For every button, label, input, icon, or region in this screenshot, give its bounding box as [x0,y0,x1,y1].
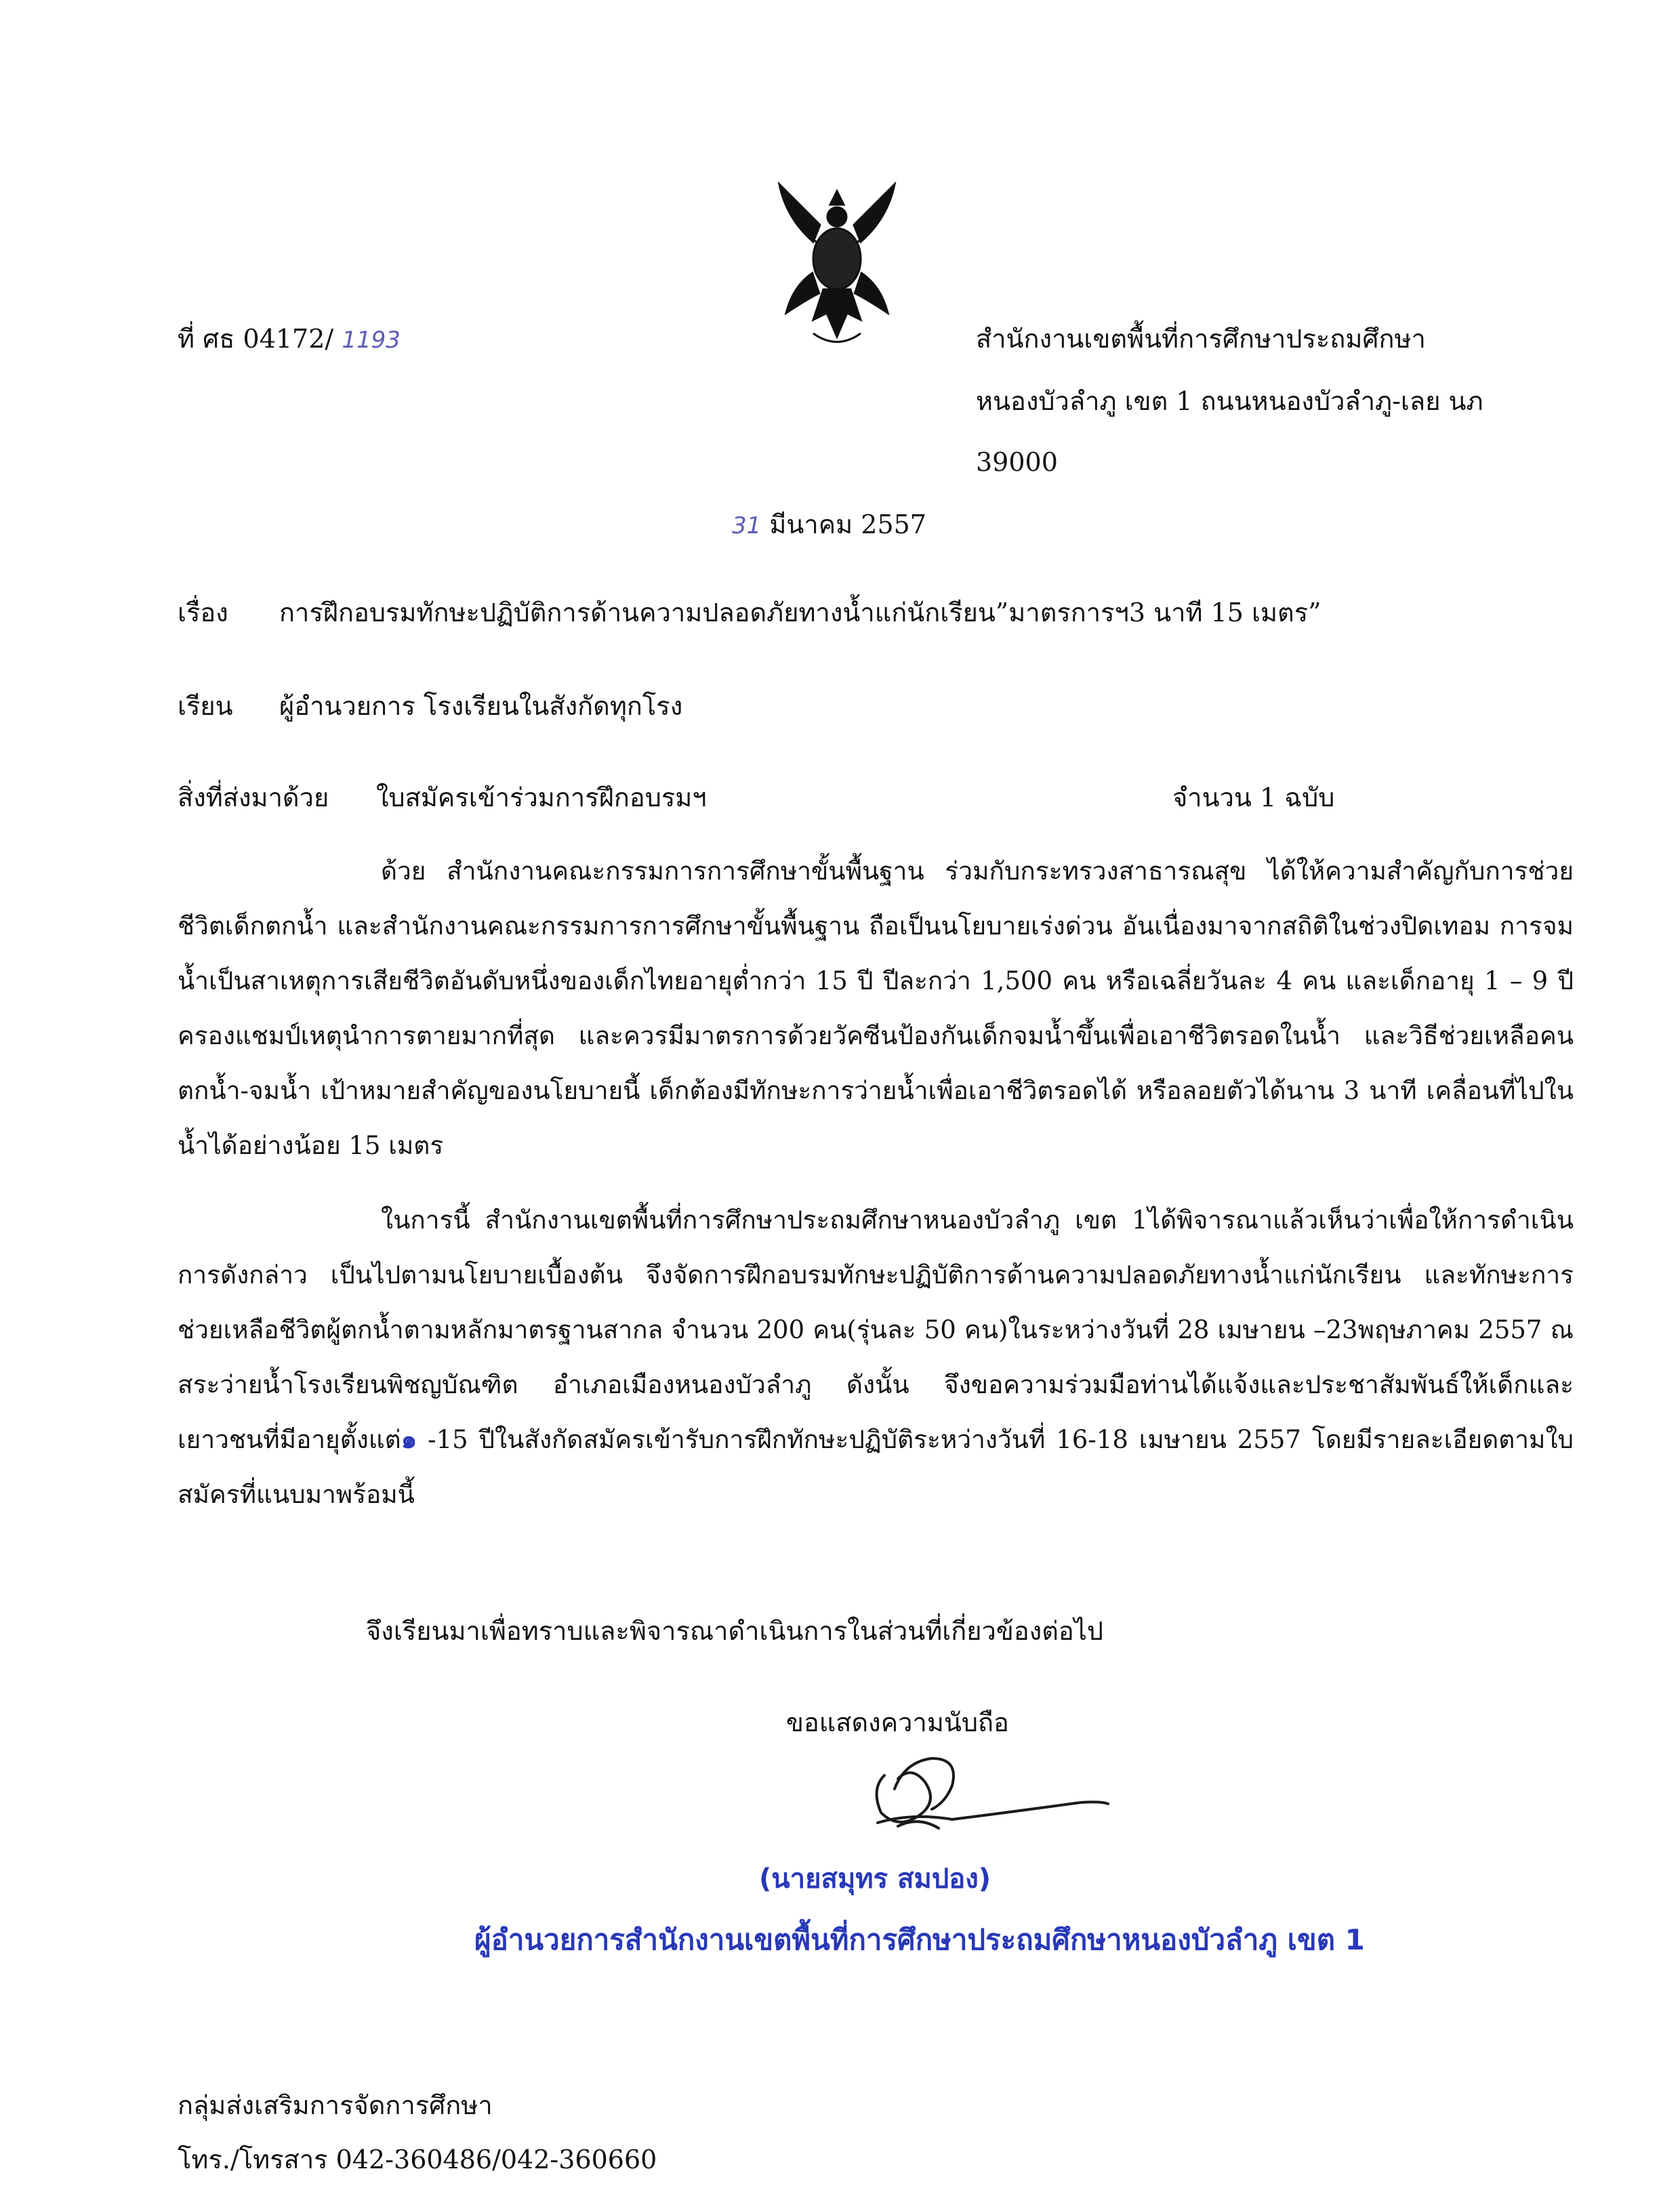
enclosure-label: สิ่งที่ส่งมาด้วย [178,783,329,812]
signatory-name: (นายสมุทร สมปอง) [759,1863,991,1895]
salutation-label: เรียน [178,691,233,721]
handwritten-signature [857,1748,1115,1843]
enclosure-count: จำนวน 1 ฉบับ [1172,783,1335,812]
handwritten-age: ๑ [401,1425,417,1454]
body-paragraph-1 [178,844,1574,1173]
office-address-line2: หนองบัวลำภู เขต 1 ถนนหนองบัวลำภู-เลย นภ [976,386,1483,416]
letter-date [732,510,926,541]
subject-label: เรื่อง [178,598,228,627]
footer-department: กลุ่มส่งเสริมการจัดการศึกษา [178,2090,493,2120]
paragraph-2-part-b: -15 ปีในสังกัดสมัครเข้ารับการฝึกทักษะปฏิบัติระหว่างวันที่ 16-18 เมษายน 2557 โดยมีรายละเอียดตามใบสมัครที่แนบมาพร้อมนี้ [178,1425,1574,1509]
paragraph-2-part-a: ในการนี้ สำนักงานเขตพื้นที่การศึกษาประถมศึกษาหนองบัวลำภู เขต 1ได้พิจารณาแล้วเห็นว่าเพื่อให้การดำเนินการดังกล่าว เป็นไปตามนโยบายเบื้องต้น จึงจัดการฝึกอบรมทักษะปฏิบัติการด้านความปลอดภัยทางน้ำแก่นักเรียน และทักษะการช่วยเหลือชีวิตผู้ตกน้ำตามหลักมาตรฐานสากล จำนวน 200 คน(รุ่นละ 50 คน)ในระหว่างวันที่ 28 เมษายน –23พฤษภาคม 2557 ณ สระว่ายน้ำโรงเรียนพิชญบัณฑิต อำเภอเมืองหนองบัวลำภู ดังนั้น จึงขอความร่วมมือท่านได้แจ้งและประชาสัมพันธ์ให้เด็กและเยาวชนที่มีอายุตั้งแต่ [178,1205,1574,1454]
handwritten-day: 31 [732,512,762,539]
office-name-line1: สำนักงานเขตพื้นที่การศึกษาประถมศึกษา [976,324,1426,354]
signatory-position: ผู้อำนวยการสำนักงานเขตพื้นที่การศึกษาประถมศึกษาหนองบัวลำภู เขต 1 [474,1923,1365,1956]
paragraph-1-text: ด้วย สำนักงานคณะกรรมการการศึกษาขั้นพื้นฐาน ร่วมกับกระทรวงสาธารณสุข ได้ให้ความสำคัญกับการช่วยชีวิตเด็กตกน้ำ และสำนักงานคณะกรรมการการศึกษาขั้นพื้นฐาน ถือเป็นนโยบายเร่งด่วน อันเนื่องมาจากสถิติในช่วงปิดเทอม การจมน้ำเป็นสาเหตุการเสียชีวิตอันดับหนึ่งของเด็กไทยอายุต่ำกว่า 15 ปี ปีละกว่า 1,500 คน หรือเฉลี่ยวันละ 4 คน และเด็กอายุ 1 – 9 ปี ครองแชมป์เหตุนำการตายมากที่สุด และควรมีมาตรการด้วยวัคซีนป้องกันเด็กจมน้ำขึ้นเพื่อเอาชีวิตรอดในน้ำ และวิธีช่วยเหลือคนตกน้ำ-จมน้ำ เป้าหมายสำคัญของนโยบายนี้ เด็กต้องมีทักษะการว่ายน้ำเพื่อเอาชีวิตรอดได้ หรือลอยตัวได้นาน 3 นาที เคลื่อนที่ไปในน้ำได้อย่างน้อย 15 เมตร [178,856,1574,1160]
reference-number [178,324,401,355]
reference-label: ที่ ศธ 04172/ [178,324,334,354]
closing-sentence: จึงเรียนมาเพื่อทราบและพิจารณาดำเนินการในส่วนที่เกี่ยวข้องต่อไป [366,1616,1103,1646]
garuda-emblem [773,178,901,354]
enclosure-text: ใบสมัครเข้าร่วมการฝึกอบรมฯ [376,783,707,812]
office-postcode: 39000 [976,447,1058,477]
paragraph-2-text [178,1193,1574,1522]
body-paragraph-2 [178,1193,1574,1522]
footer-phone: โทร./โทรสาร 042-360486/042-360660 [178,2145,657,2174]
subject-text: การฝึกอบรมทักษะปฏิบัติการด้านความปลอดภัยทางน้ำแก่นักเรียน”มาตรการฯ3 นาที 15 เมตร” [279,598,1322,627]
handwritten-reference-no: 1193 [342,327,401,354]
salutation-text: ผู้อำนวยการ โรงเรียนในสังกัดทุกโรง [279,691,683,721]
regards: ขอแสดงความนับถือ [786,1708,1009,1737]
month-year: มีนาคม 2557 [769,510,926,539]
